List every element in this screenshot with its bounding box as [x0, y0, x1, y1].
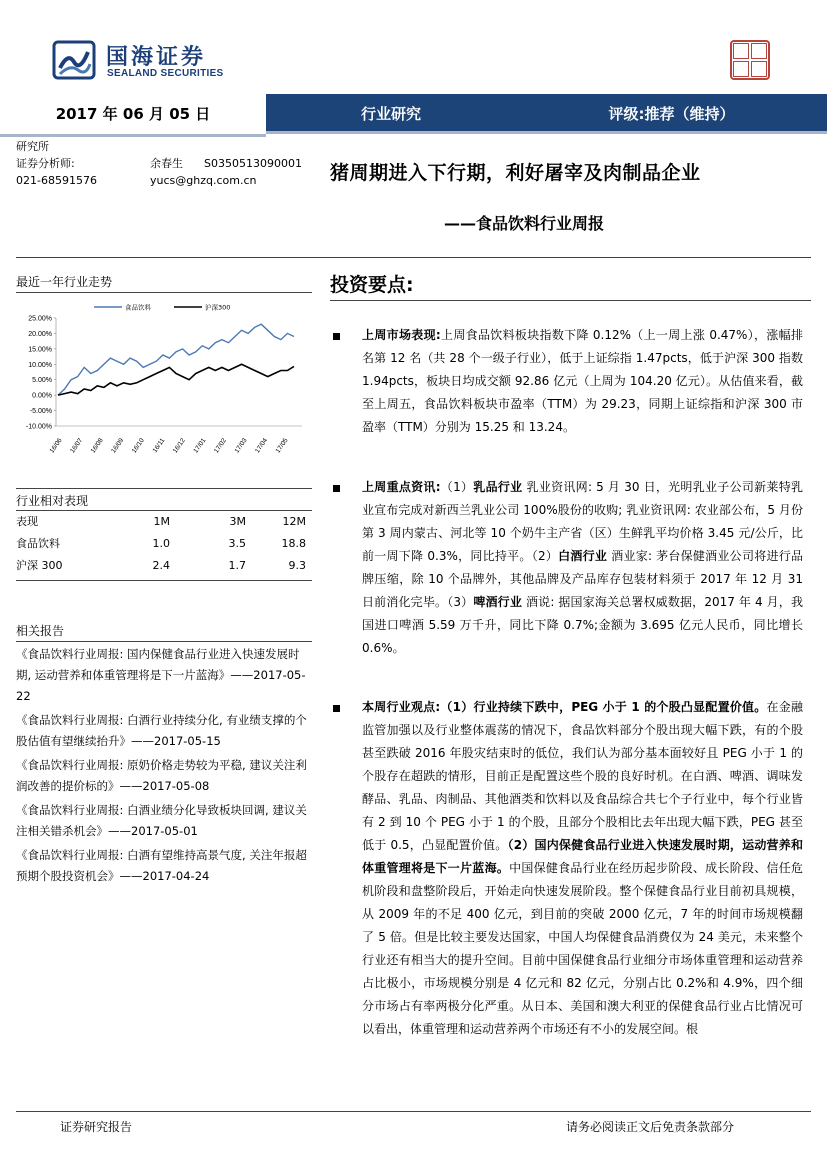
sealand-logo-icon: [52, 38, 96, 82]
industry-trend-chart: [16, 300, 312, 465]
x-tick-label: 16/07: [69, 437, 85, 455]
divider: [16, 641, 312, 642]
x-tick-label: 17/01: [192, 437, 208, 455]
header-band: [0, 94, 827, 134]
series-line-csi300: [58, 364, 294, 395]
x-tick-label: 16/10: [130, 437, 146, 455]
sector-label: 乳品行业: [473, 480, 523, 494]
paragraph-text: （1）: [440, 480, 474, 494]
performance-heading: 行业相对表现: [16, 494, 89, 508]
table-row: [16, 533, 312, 555]
footer-right: 请务必阅读正文后免责条款部分: [566, 1120, 735, 1134]
divider: [16, 580, 312, 581]
table-row: [16, 555, 312, 577]
analyst-license: S0350513090001: [204, 157, 302, 170]
weekly-view-paragraph: [333, 696, 803, 1041]
related-report-link[interactable]: 《食品饮料行业周报: 白酒行业持续分化, 有业绩支撑的个股估值有望继续抬升》——2017-05-15: [16, 713, 307, 748]
footer-left: 证券研究报告: [60, 1120, 133, 1134]
bullet-icon: [333, 485, 340, 492]
y-tick-label: 15.00%: [28, 346, 52, 354]
x-tick-label: 16/12: [171, 437, 187, 455]
market-performance-paragraph: [333, 324, 803, 439]
table-cell: 沪深 300: [16, 559, 63, 572]
report-subtitle: ——食品饮料行业周报: [444, 214, 605, 233]
y-tick-label: 5.00%: [32, 377, 52, 385]
related-report-link[interactable]: 《食品饮料行业周报: 白酒业绩分化导致板块回调, 建议关注相关错杀机会》——2017-05-01: [16, 803, 307, 838]
paragraph-text: 上周食品饮料板块指数下降 0.12%（上一周上涨 0.47%），涨幅排名第 12 名（共 28 个一级子行业），低于上证综指 1.47pcts，低于沪深 300 指数 1.94pcts，板块日均成交额 92.86 亿元（上周为 104.20 亿元）。从估值来看，截至上周五，食品饮料板块市盈率（TTM）为 29.23，同期上证综指和沪深 300 市盈率（TTM）分别为 15.25 和 13.24。: [362, 328, 803, 434]
divider: [16, 1111, 811, 1112]
related-heading: 相关报告: [16, 624, 65, 638]
divider: [330, 300, 811, 301]
related-report-link[interactable]: 《食品饮料行业周报: 国内保健食品行业进入快速发展时期, 运动营养和体重管理将是下一片蓝海》——2017-05-22: [16, 647, 306, 703]
paragraph-label: 上周市场表现:: [362, 328, 441, 342]
report-rating: 评级:推荐（维持）: [608, 105, 735, 123]
table-header-cell: 3M: [229, 515, 246, 528]
table-header-cell: 1M: [153, 515, 170, 528]
y-tick-label: -10.00%: [25, 423, 52, 431]
analyst-info: [16, 138, 316, 189]
table-cell: 9.3: [288, 559, 306, 572]
analyst-phone: 021-68591576: [16, 174, 97, 187]
y-tick-label: 20.00%: [28, 330, 52, 338]
related-reports: [16, 644, 312, 890]
x-tick-label: 17/05: [274, 437, 290, 455]
paragraph-label: 本周行业观点:: [362, 700, 441, 714]
paragraph-text: （3）: [447, 595, 474, 609]
table-cell: 18.8: [281, 537, 306, 550]
legend-label: 沪深300: [205, 303, 231, 312]
x-tick-label: 17/03: [233, 437, 249, 455]
y-tick-label: 25.00%: [28, 315, 52, 323]
y-tick-label: 0.00%: [32, 392, 52, 400]
paragraph-label: 上周重点资讯:: [362, 480, 441, 494]
divider: [16, 257, 811, 258]
brand-logo: [52, 38, 252, 84]
research-seal-icon: [730, 40, 770, 80]
viewpoint-heading: （2）国内保健食品行业进入快速发展时期，运动营养和体重管理将是下一片蓝海。: [362, 838, 803, 875]
table-header-cell: 12M: [282, 515, 306, 528]
trend-heading: 最近一年行业走势: [16, 275, 113, 289]
paragraph-text: （2）: [531, 549, 559, 563]
divider: [16, 292, 312, 293]
x-tick-label: 16/11: [151, 437, 167, 455]
x-tick-label: 17/04: [254, 437, 270, 455]
y-tick-label: -5.00%: [29, 408, 52, 416]
table-cell: 食品饮料: [16, 537, 60, 550]
paragraph-text: 在金融监管加强以及行业整体震荡的情况下，食品饮料部分个股出现大幅下跌，有的个股甚至跌破 2016 年股灾结束时的低位，我们认为部分基本面较好且 PEG 小于 1 的个股存在超跌的情形，目前正是配置这些个股的良好时机。在白酒、啤酒、调味发酵品、乳品、肉制品、其他酒类和饮料以及食品综合共七个子行业中，每个行业皆有 2 到 10 个 PEG 小于 1 的个股，且部分个股相比去年出现大幅下跌，PEG 甚至低于 0.5，凸显配置价值。: [362, 700, 803, 852]
table-cell: 2.4: [152, 559, 170, 572]
x-tick-label: 17/02: [212, 437, 229, 455]
paragraph-text: 乳业资讯网: 5 月 30 日，光明乳业子公司新莱特乳业宣布完成对新西兰乳业公司 100%股份的收购; 乳业资讯网: 农业部公布，5 月份第 3 周内蒙古、河北等 10 个奶牛主产省（区）生鲜乳平均价格 3.45 元/公斤，比前一周下降 0.3%，同比持平。: [362, 480, 803, 563]
key-points-heading: 投资要点:: [330, 274, 414, 296]
x-tick-label: 16/09: [110, 437, 126, 455]
sector-label: 白酒行业: [558, 549, 608, 563]
paragraph-text: 酒业家: 茅台保健酒业公司将进行品牌压缩，除 10 个品牌外，其他品牌及产品库存包装材料须于 2017 年 12 月 31 日前消化完毕。: [362, 549, 803, 609]
table-header-cell: 表现: [16, 515, 38, 528]
related-report-link[interactable]: 《食品饮料行业周报: 白酒有望维持高景气度, 关注年报超预期个股投资机会》——2017-04-24: [16, 848, 307, 883]
y-tick-label: 10.00%: [28, 361, 52, 369]
table-header-row: [16, 511, 312, 533]
report-date: 2017 年 06 月 05 日: [0, 94, 266, 137]
paragraph-text: 中国保健食品行业在经历起步阶段、成长阶段、信任危机阶段和盘整阶段后，开始走向快速发展阶段。整个保健食品行业目前初具规模，从 2009 年的不足 400 亿元，到目前的突破 2000 亿元，7 年的时间市场规模翻了 5 倍。但是比较主要发达国家，中国人均保健食品消费仅为 24 美元，未来整个行业还有相当大的提升空间。目前中国保健食品行业细分市场体重管理和运动营养占比极小，市场规模分别是 4 亿元和 82 亿元，分别占比 0.2%和 4.9%，四个细分市场占有率两极分化严重。从日本、美国和澳大利亚的保健食品行业占比情况可以看出，体重管理和运动营养两个市场还有不小的发展空间。根: [362, 861, 803, 1036]
analyst-role: 证券分析师:: [16, 157, 75, 170]
paragraph-text: 酒说: 据国家海关总署权威数据，2017 年 4 月，我国进口啤酒 5.59 万千升，同比下降 0.7%;金额为 3.695 亿元人民币，同比增长 0.6%。: [362, 595, 803, 655]
table-cell: 3.5: [228, 537, 246, 550]
divider: [16, 488, 312, 489]
analyst-name: 余春生: [150, 157, 183, 170]
brand-name-cn: 国海证券: [106, 45, 207, 70]
table-cell: 1.7: [228, 559, 246, 572]
report-category: 行业研究: [360, 105, 421, 123]
x-tick-label: 16/08: [89, 437, 105, 455]
x-tick-label: 16/06: [48, 437, 64, 455]
sector-label: 啤酒行业: [473, 595, 522, 609]
series-line-food-beverage: [58, 324, 294, 395]
bullet-icon: [333, 333, 340, 340]
viewpoint-heading: （1）行业持续下跌中，PEG 小于 1 的个股凸显配置价值。: [440, 700, 767, 714]
related-report-link[interactable]: 《食品饮料行业周报: 原奶价格走势较为平稳, 建议关注利润改善的提价标的》——2017-05-08: [16, 758, 307, 793]
table-cell: 1.0: [152, 537, 170, 550]
institute-label: 研究所: [16, 140, 49, 153]
key-news-paragraph: [333, 476, 803, 660]
analyst-email: yucs@ghzq.com.cn: [150, 174, 257, 187]
legend-label: 食品饮料: [125, 303, 151, 312]
brand-name-en: SEALAND SECURITIES: [107, 68, 224, 79]
bullet-icon: [333, 705, 340, 712]
report-title: 猪周期进入下行期，利好屠宰及肉制品企业: [330, 162, 701, 184]
performance-table: [16, 511, 312, 577]
